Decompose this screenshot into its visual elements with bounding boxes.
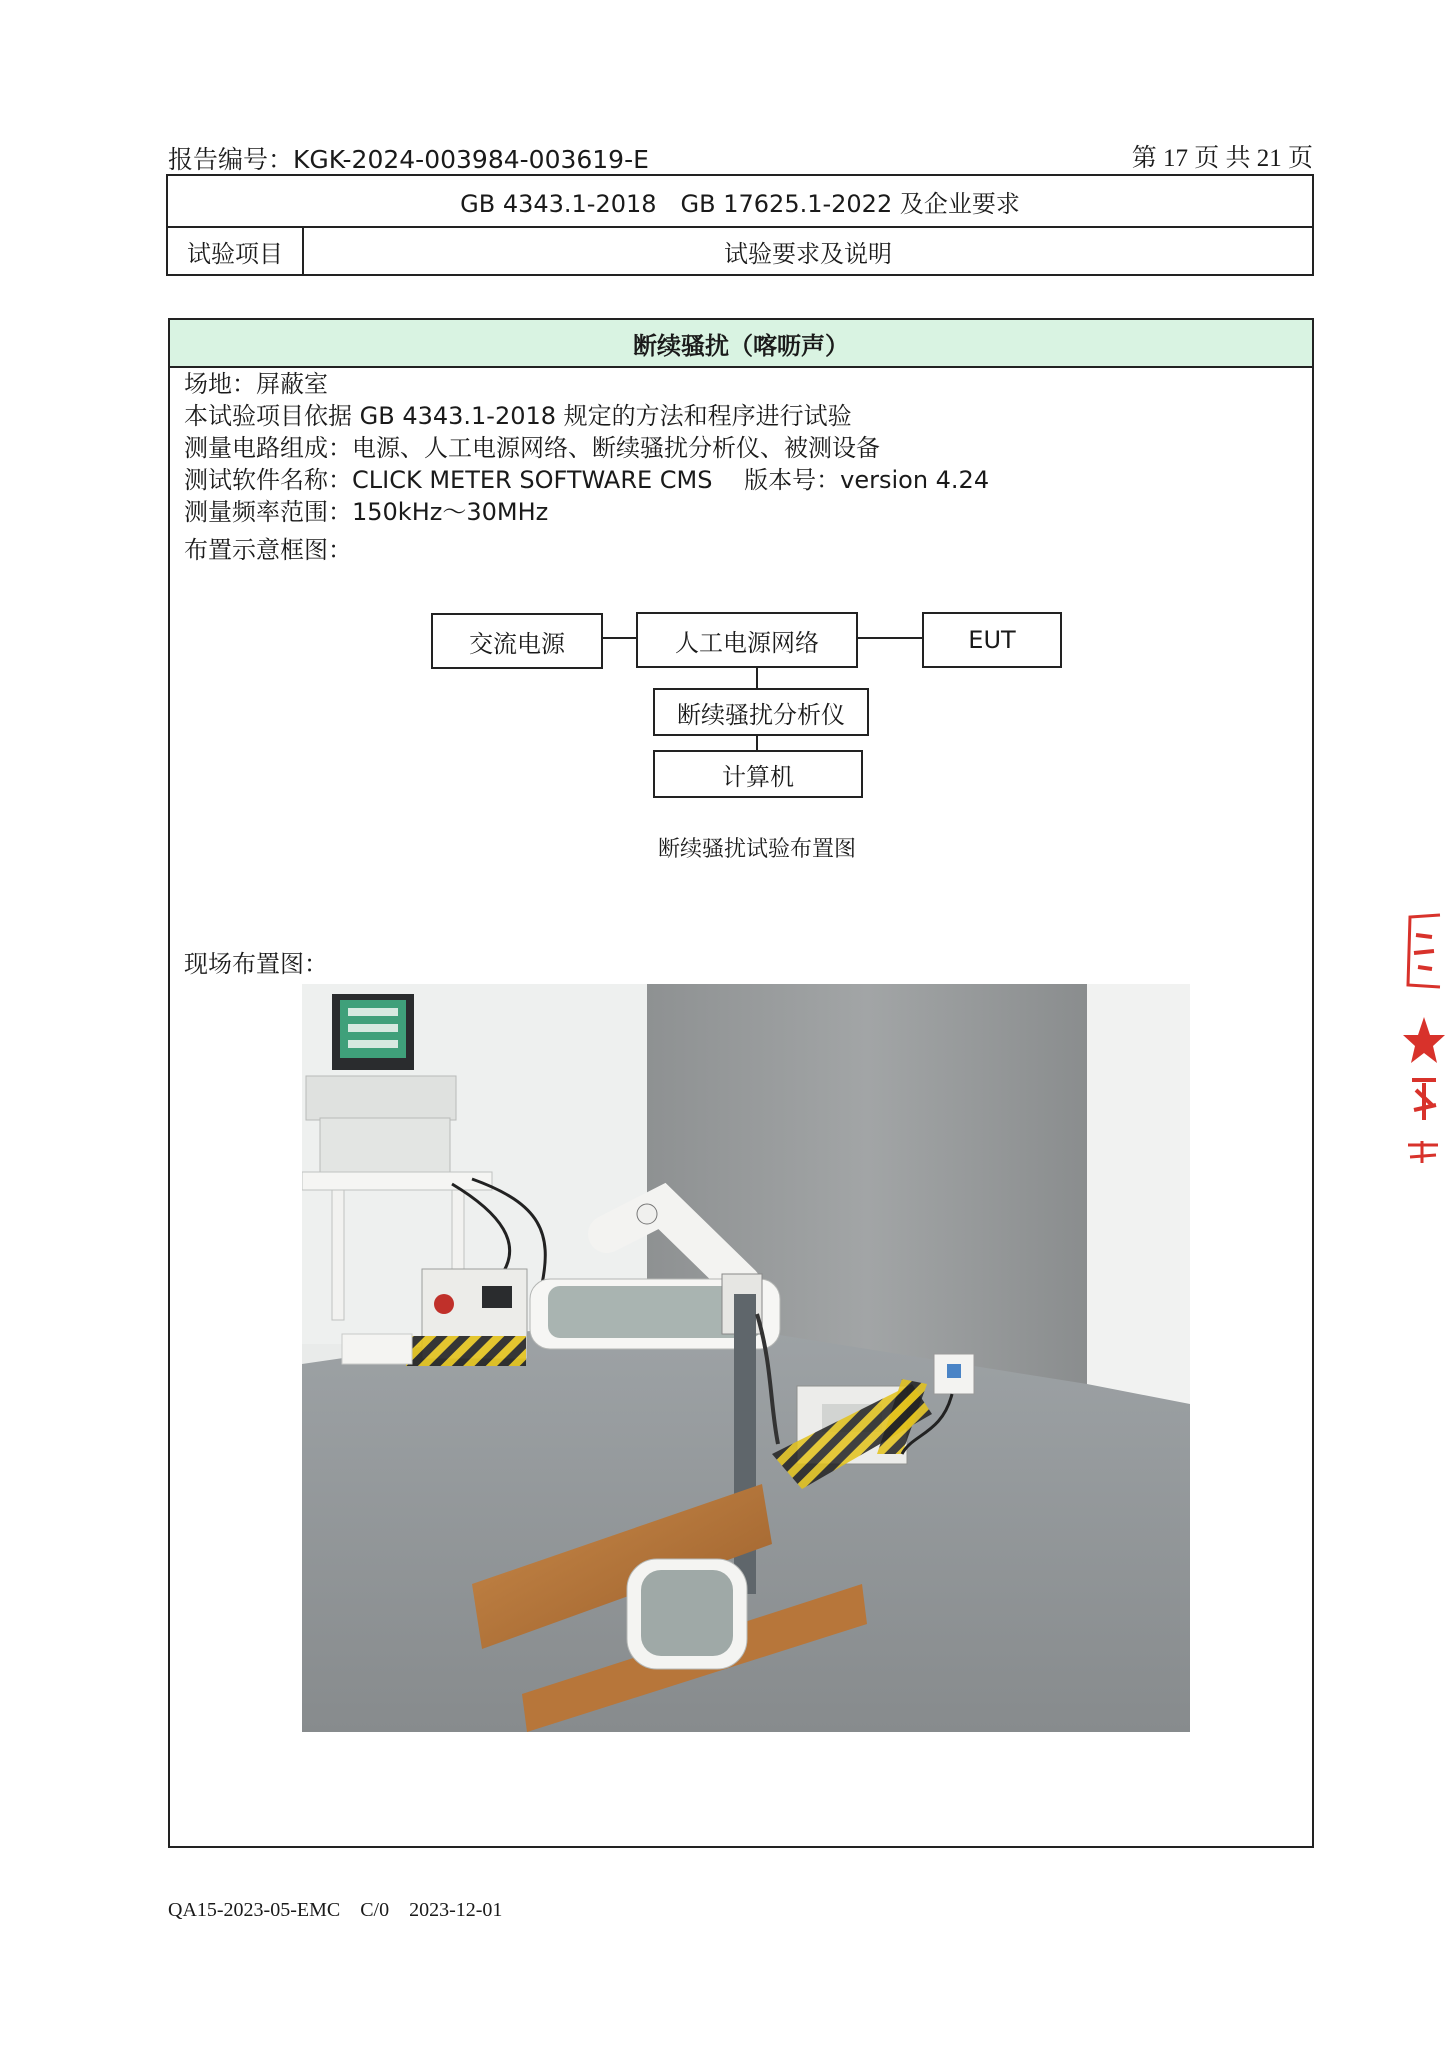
connector-line [600, 637, 638, 639]
diagram-label: 布置示意框图： [184, 536, 352, 564]
col-test-requirements: 试验要求及说明 [724, 239, 892, 268]
section-title: 断续骚扰（喀呖声） [170, 320, 1312, 368]
site-photo [302, 984, 1190, 1732]
block-diagram [170, 596, 1312, 862]
eut-label: EUT [968, 626, 1016, 654]
info-line-software: 测试软件名称：CLICK METER SOFTWARE CMS 版本号：version 4.24 [184, 466, 990, 494]
analyzer-label: 断续骚扰分析仪 [677, 700, 845, 729]
info-line-standard: 本试验项目依据 GB 4343.1-2018 规定的方法和程序进行试验 [184, 402, 852, 430]
ac-power-box [431, 613, 603, 669]
report-number: 报告编号：KGK-2024-003984-003619-E [168, 145, 649, 174]
form-code: QA15-2023-05-EMC C/0 2023-12-01 [168, 1899, 503, 1921]
connector-line [856, 637, 924, 639]
eut-box [922, 612, 1062, 668]
photo-label: 现场布置图： [184, 950, 328, 978]
computer-box [653, 750, 863, 798]
test-section [168, 318, 1314, 1848]
header-table [166, 174, 1314, 276]
page-info: 第 17 页 共 21 页 [1131, 145, 1313, 172]
computer-label: 计算机 [722, 762, 794, 791]
lisn-box [636, 612, 858, 668]
info-line-site: 场地：屏蔽室 [184, 370, 328, 398]
test-setup-photo [302, 984, 1190, 1732]
analyzer-box [653, 688, 869, 736]
standards-row: GB 4343.1-2018 GB 17625.1-2022 及企业要求 [168, 176, 1312, 228]
seal-fragment [1402, 905, 1445, 1175]
column-header-row [168, 228, 1312, 274]
diagram-caption: 断续骚扰试验布置图 [658, 837, 857, 862]
ac-power-label: 交流电源 [469, 629, 565, 658]
official-seal-stamp [1402, 905, 1445, 1175]
lisn-label: 人工电源网络 [675, 628, 819, 657]
info-line-circuit: 测量电路组成：电源、人工电源网络、断续骚扰分析仪、被测设备 [184, 434, 880, 462]
col-test-item: 试验项目 [168, 228, 304, 274]
info-line-frequency: 测量频率范围：150kHz～30MHz [184, 498, 549, 526]
